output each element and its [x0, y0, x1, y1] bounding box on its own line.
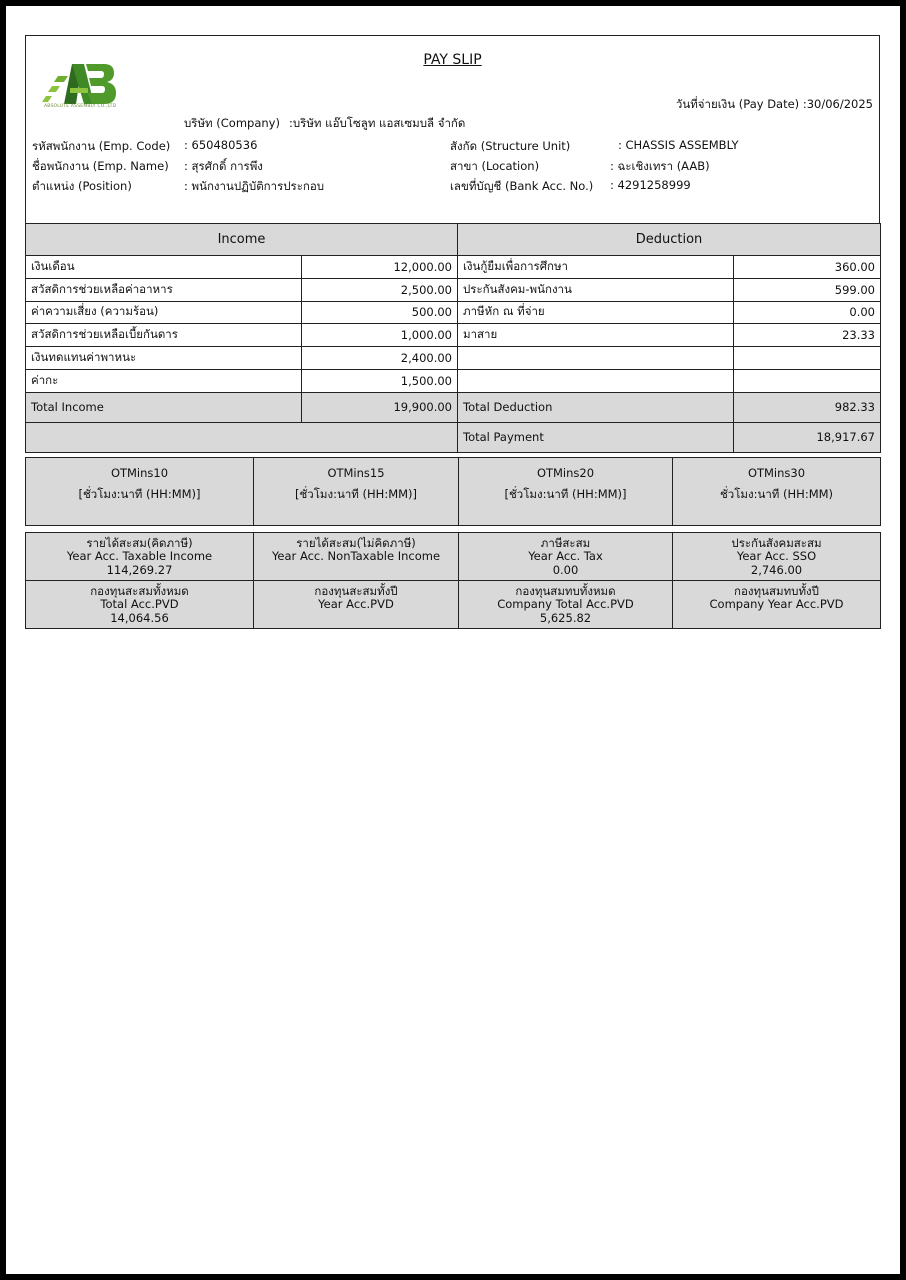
income-value: 2,500.00 [302, 278, 458, 301]
deduction-label: มาสาย [458, 324, 734, 347]
deduction-label: เงินกู้ยืมเพื่อการศึกษา [458, 256, 734, 279]
bank-account-value: : 4291258999 [610, 178, 691, 192]
pay-date: วันที่จ่ายเงิน (Pay Date) :30/06/2025 [675, 97, 873, 111]
emp-code-label: รหัสพนักงาน (Emp. Code) [32, 139, 171, 153]
table-row [26, 347, 881, 370]
acc-company-year-pvd [673, 580, 881, 628]
deduction-label: ภาษีหัก ณ ที่จ่าย [458, 301, 734, 324]
ot-title: OTMins20 [536, 465, 595, 480]
income-value: 12,000.00 [302, 256, 458, 279]
acc-nontaxable-income [254, 532, 459, 580]
total-payment-label: Total Payment [458, 422, 734, 452]
acc-label-en: Year Acc. SSO [736, 549, 817, 564]
deduction-value: 599.00 [734, 278, 881, 301]
income-value: 1,500.00 [302, 369, 458, 392]
accumulated-row [26, 532, 881, 580]
acc-year-pvd [254, 580, 459, 628]
acc-label-th: กองทุนสมทบทั้งปี [734, 583, 819, 598]
acc-total-pvd [26, 580, 254, 628]
table-row [26, 324, 881, 347]
income-deduction-table [25, 223, 881, 453]
totals-row [26, 392, 881, 422]
total-deduction-label: Total Deduction [458, 392, 734, 422]
emp-code-value: : 650480536 [184, 138, 258, 152]
page-title: PAY SLIP [423, 52, 482, 68]
acc-label-en: Year Acc. Tax [528, 549, 603, 564]
acc-label-th: กองทุนสะสมทั้งหมด [90, 583, 189, 598]
table-row [26, 369, 881, 392]
ot-title: OTMins15 [327, 465, 385, 480]
acc-tax [459, 532, 673, 580]
pay-slip [25, 35, 880, 629]
ot-unit: [ชั่วโมง:นาที (HH:MM)] [504, 486, 627, 501]
acc-value: 114,269.27 [106, 562, 173, 577]
income-label: สวัสดิการช่วยเหลือค่าอาหาร [26, 278, 302, 301]
acc-value: 5,625.82 [539, 610, 592, 625]
table-row [26, 256, 881, 279]
income-value: 1,000.00 [302, 324, 458, 347]
acc-company-total-pvd [459, 580, 673, 628]
income-value: 2,400.00 [302, 347, 458, 370]
income-value: 500.00 [302, 301, 458, 324]
company-value: :บริษัท แอ๊บโซลูท แอสเซมบลี จำกัด [289, 116, 466, 130]
income-label: เงินเดือน [26, 256, 302, 279]
structure-unit-value: : CHASSIS ASSEMBLY [618, 138, 739, 152]
deduction-value [734, 347, 881, 370]
ot-unit: [ชั่วโมง:นาที (HH:MM)] [78, 486, 201, 501]
income-label: เงินทดแทนค่าพาหนะ [26, 347, 302, 370]
income-header: Income [26, 224, 458, 256]
total-payment-spacer [26, 422, 458, 452]
ot-title: OTMins10 [110, 465, 169, 480]
acc-label-th: ประกันสังคมสะสม [731, 535, 822, 550]
ot-unit: [ชั่วโมง:นาที (HH:MM)] [294, 486, 418, 501]
acc-label-th: ภาษีสะสม [540, 535, 591, 550]
logo-subtitle: ABSOLUTE ASSEMBLY CO.,LTD [44, 104, 117, 109]
acc-label-en: Company Year Acc.PVD [709, 597, 844, 612]
table-header-row [26, 224, 881, 256]
total-payment-row [26, 422, 881, 452]
deduction-header: Deduction [458, 224, 881, 256]
deduction-value: 23.33 [734, 324, 881, 347]
income-label: ค่ากะ [26, 369, 302, 392]
acc-label-th: กองทุนสมทบทั้งหมด [515, 583, 616, 598]
ot-cell-20 [459, 457, 673, 525]
income-label: ค่าความเสี่ยง (ความร้อน) [26, 301, 302, 324]
accumulated-row [26, 580, 881, 628]
acc-taxable-income [26, 532, 254, 580]
deduction-label [458, 347, 734, 370]
acc-value: 2,746.00 [750, 562, 803, 577]
accumulated-table [25, 532, 881, 629]
position-value: : พนักงานปฏิบัติการประกอบ [184, 179, 325, 193]
deduction-value [734, 369, 881, 392]
deduction-label [458, 369, 734, 392]
deduction-label: ประกันสังคม-พนักงาน [458, 278, 734, 301]
total-income-value: 19,900.00 [302, 392, 458, 422]
acc-label-en: Company Total Acc.PVD [497, 597, 634, 612]
table-row [26, 278, 881, 301]
company-label: บริษัท (Company) [184, 116, 280, 130]
structure-unit-label: สังกัด (Structure Unit) [450, 139, 571, 153]
payslip-header [25, 35, 880, 223]
acc-label-th: กองทุนสะสมทั้งปี [314, 583, 398, 598]
ot-cell-30 [673, 457, 881, 525]
location-label: สาขา (Location) [450, 159, 540, 173]
acc-label-th: รายได้สะสม(คิดภาษี) [86, 535, 193, 550]
acc-label-en: Year Acc. NonTaxable Income [271, 549, 441, 564]
deduction-value: 360.00 [734, 256, 881, 279]
total-payment-value: 18,917.67 [734, 422, 881, 452]
bank-account-label: เลขที่บัญชี (Bank Acc. No.) [450, 179, 594, 193]
emp-name-value: : สุรศักดิ์ การพึง [184, 159, 263, 173]
ot-title: OTMins30 [747, 465, 806, 480]
overtime-row [26, 457, 881, 525]
deduction-value: 0.00 [734, 301, 881, 324]
total-income-label: Total Income [26, 392, 302, 422]
acc-sso [673, 532, 881, 580]
emp-name-label: ชื่อพนักงาน (Emp. Name) [32, 159, 169, 173]
ot-unit: ชั่วโมง:นาที (HH:MM) [719, 486, 834, 501]
ot-cell-10 [26, 457, 254, 525]
acc-value: 0.00 [552, 562, 579, 577]
table-row [26, 301, 881, 324]
location-value: : ฉะเชิงเทรา (AAB) [610, 159, 710, 173]
position-label: ตำแหน่ง (Position) [32, 179, 132, 193]
acc-label-th: รายได้สะสม(ไม่คิดภาษี) [296, 535, 416, 550]
acc-value: 14,064.56 [110, 610, 169, 625]
overtime-table [25, 457, 881, 526]
ot-cell-15 [254, 457, 459, 525]
acc-label-en: Year Acc.PVD [318, 597, 394, 612]
total-deduction-value: 982.33 [734, 392, 881, 422]
income-label: สวัสดิการช่วยเหลือเบี้ยกันดาร [26, 324, 302, 347]
acc-label-en: Total Acc.PVD [100, 597, 179, 612]
acc-label-en: Year Acc. Taxable Income [66, 549, 213, 564]
